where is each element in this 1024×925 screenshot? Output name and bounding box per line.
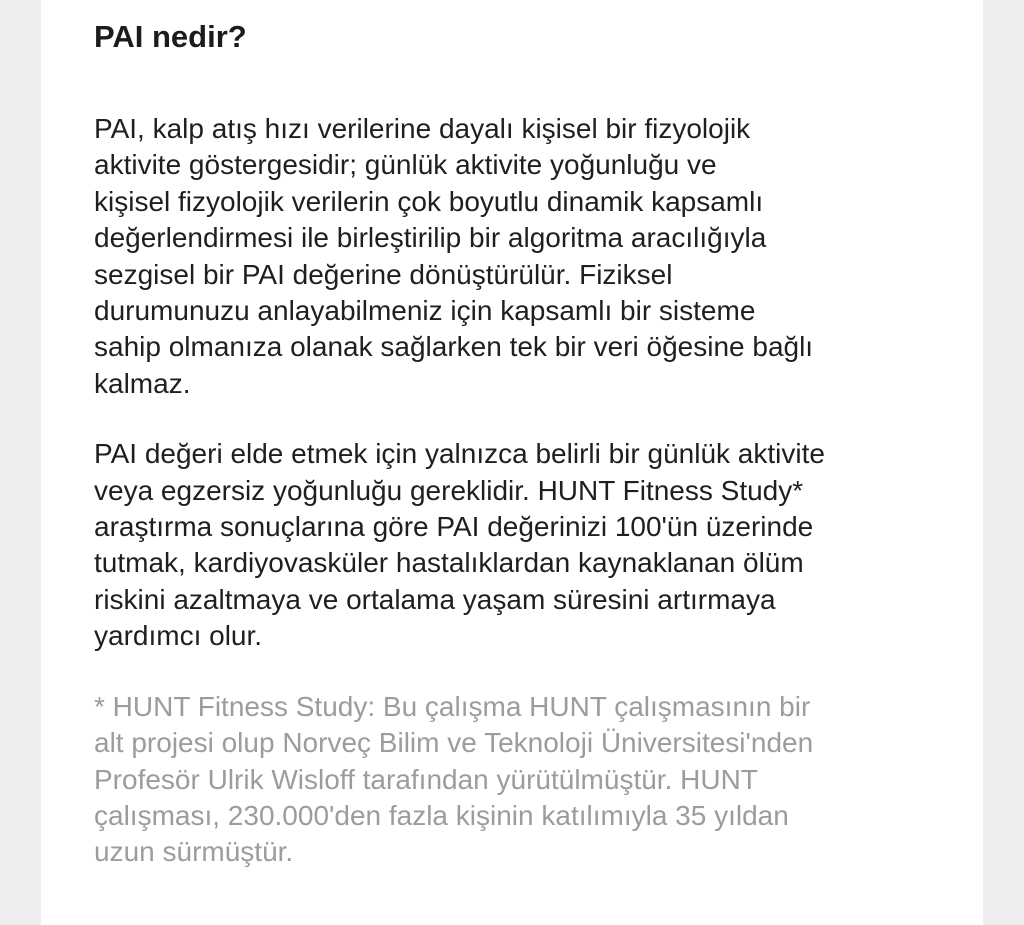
content-card	[41, 0, 983, 925]
page-title: PAI nedir?	[94, 19, 247, 54]
paragraph-pai-description: PAI, kalp atış hızı verilerine dayalı kişisel bir fizyolojik aktivite göstergesidir; günlük aktivite yoğunluğu ve kişisel fizyolojik verilerin çok boyutlu dinamik kapsamlı değerlendirmesi ile birleştirilip bir algoritma aracılığıyla sezgisel bir PAI değerine dönüştürülür. Fiziksel durumunuzu anlayabilmeniz için kapsamlı bir sisteme sahip olmanıza olanak sağlarken tek bir veri öğesine bağlı kalmaz.	[94, 113, 814, 399]
article	[94, 14, 954, 871]
footnote-hunt-study: * HUNT Fitness Study: Bu çalışma HUNT çalışmasının bir alt projesi olup Norveç Bilim ve Teknoloji Üniversitesi'nden Profesör Ulrik Wisloff tarafından yürütülmüştür. HUNT çalışması, 230.000'den fazla kişinin katılımıyla 35 yıldan uzun sürmüştür.	[94, 690, 814, 868]
paragraph-pai-benefits: PAI değeri elde etmek için yalnızca belirli bir günlük aktivite veya egzersiz yoğunluğu gereklidir. HUNT Fitness Study* araştırma sonuçlarına göre PAI değerinizi 100'ün üzerinde tutmak, kardiyovasküler hastalıklardan kaynaklanan ölüm riskini azaltmaya ve ortalama yaşam süresini artırmaya yardımcı olur.	[94, 438, 825, 652]
